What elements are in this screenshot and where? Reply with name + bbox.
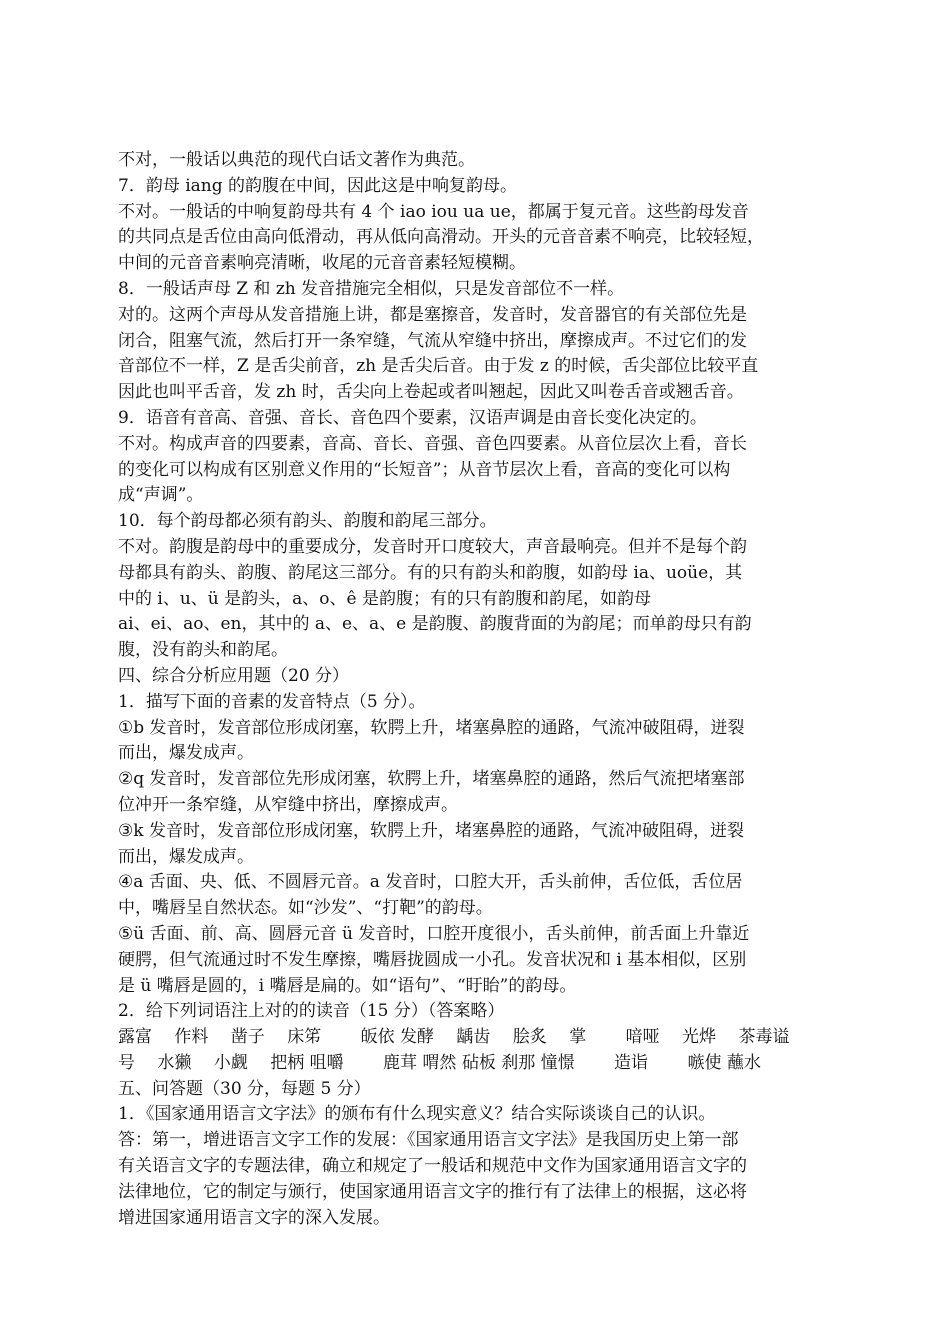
text-line: 不对。构成声音的四要素，音高、音长、音强、音色四要素。从音位层次上看，音长	[118, 433, 747, 454]
text-line: ①b 发音时，发音部位形成闭塞，软腭上升，堵塞鼻腔的通路，气流冲破阻碍，迸裂	[118, 717, 745, 738]
text-line: ③k 发音时，发音部位形成闭塞，软腭上升，堵塞鼻腔的通路，气流冲破阻碍，迸裂	[118, 820, 744, 841]
text-line: 而出，爆发成声。	[118, 846, 254, 867]
text-line: 的变化可以构成有区别意义作用的“长短音”；从音节层次上看，音高的变化可以构	[118, 459, 731, 480]
text-line: 四、综合分析应用题（20 分）	[118, 665, 350, 686]
text-line: 而出，爆发成声。	[118, 743, 254, 764]
text-line: 10．每个韵母都必须有韵头、韵腹和韵尾三部分。	[118, 511, 497, 532]
text-line: 不对，一般话以典范的现代白话文著作为典范。	[118, 150, 475, 170]
text-line: 腹，没有韵头和韵尾。	[118, 640, 288, 661]
text-line: 露富 作料 凿子 床笫 皈依 发酵 龋齿 脍炙 掌 喑哑 光烨 茶毒谥	[118, 1027, 790, 1048]
text-line: 增进国家通用语言文字的深入发展。	[118, 1207, 390, 1228]
text-line: 母都具有韵头、韵腹、韵尾这三部分。有的只有韵头和韵腹，如韵母 ia、uoüe，其	[118, 562, 743, 583]
text-line: 因此也叫平舌音，发 zh 时，舌尖向上卷起或者叫翘起，因此又叫卷舌音或翘舌音。	[118, 382, 744, 403]
text-line: 中的 i、u、ü 是韵头，a、o、ê 是韵腹；有的只有韵腹和韵尾，如韵母	[118, 588, 651, 609]
text-line: 中间的元音音素响亮清晰，收尾的元音音素轻短模糊。	[118, 253, 526, 274]
text-line: ⑤ü 舌面、前、高、圆唇元音 ü 发音时，口腔开度很小，舌头前伸，前舌面上升靠近	[118, 923, 750, 944]
text-line: 五、问答题（30 分，每题 5 分）	[118, 1078, 371, 1099]
text-line: 7．韵母 iang 的韵腹在中间，因此这是中响复韵母。	[118, 175, 518, 196]
text-line: 1．描写下面的音素的发音特点（5 分）。	[118, 691, 426, 712]
text-line: ②q 发音时，发音部位先形成闭塞，软腭上升，堵塞鼻腔的通路，然后气流把堵塞部	[118, 769, 745, 790]
text-line: 闭合，阻塞气流，然后打开一条窄缝，气流从窄缝中挤出，摩擦成声。不过它们的发	[118, 330, 747, 351]
text-line: 硬腭，但气流通过时不发生摩擦，嘴唇拢圆成一小孔。发音状况和 i 基本相似，区别	[118, 949, 747, 970]
text-line: 是 ü 嘴唇是圆的，i 嘴唇是扁的。如“语句”、“盱眙”的韵母。	[118, 975, 577, 996]
text-line: 不对。一般话的中响复韵母共有 4 个 iao iou ua ue，都属于复元音。这些韵母发音	[118, 201, 749, 222]
text-line: 号 水獭 小觑 把柄 咀嚼 鹿茸 喟然 砧板 刹那 憧憬 造诣 嗾使 蘸水	[118, 1052, 761, 1073]
text-line: 对的。这两个声母从发音措施上讲，都是塞擦音，发音时，发音器官的有关部位先是	[118, 304, 747, 325]
text-line: 中，嘴唇呈自然状态。如“沙发”、“打靶”的韵母。	[118, 898, 493, 919]
text-line: 2．给下列词语注上对的的读音（15 分）（答案略）	[118, 1001, 505, 1022]
text-line: ④a 舌面、央、低、不圆唇元音。a 发音时，口腔大开，舌头前伸，舌位低，舌位居	[118, 872, 743, 893]
text-line: 答：第一，增进语言文字工作的发展：《国家通用语言文字法》是我国历史上第一部	[118, 1130, 739, 1151]
document-body	[118, 148, 838, 1231]
text-line: 1．《国家通用语言文字法》的颁布有什么现实意义？结合实际谈谈自己的认识。	[118, 1104, 716, 1125]
text-line: 9．语音有音高、音强、音长、音色四个要素，汉语声调是由音长变化决定的。	[118, 407, 707, 428]
text-line: 音部位不一样，Z 是舌尖前音，zh 是舌尖后音。由于发 z 的时候，舌尖部位比较平直	[118, 356, 759, 377]
text-line: 8．一般话声母 Z 和 zh 发音措施完全相似，只是发音部位不一样。	[118, 278, 625, 299]
text-line: ai、ei、ao、en，其中的 a、e、a、e 是韵腹、韵腹背面的为韵尾；而单韵母只有韵	[118, 614, 752, 635]
text-line: 的共同点是舌位由高向低滑动，再从低向高滑动。开头的元音音素不响亮，比较轻短，	[118, 227, 764, 248]
text-line: 不对。韵腹是韵母中的重要成分，发音时开口度较大，声音最响亮。但并不是每个韵	[118, 536, 747, 557]
text-line: 有关语言文字的专题法律，确立和规定了一般话和规范中文作为国家通用语言文字的	[118, 1156, 747, 1177]
text-line: 成“声调”。	[118, 485, 204, 506]
text-line: 法律地位，它的制定与颁行，使国家通用语言文字的推行有了法律上的根据，这必将	[118, 1181, 747, 1202]
text-line: 位冲开一条窄缝，从窄缝中挤出，摩擦成声。	[118, 794, 458, 815]
